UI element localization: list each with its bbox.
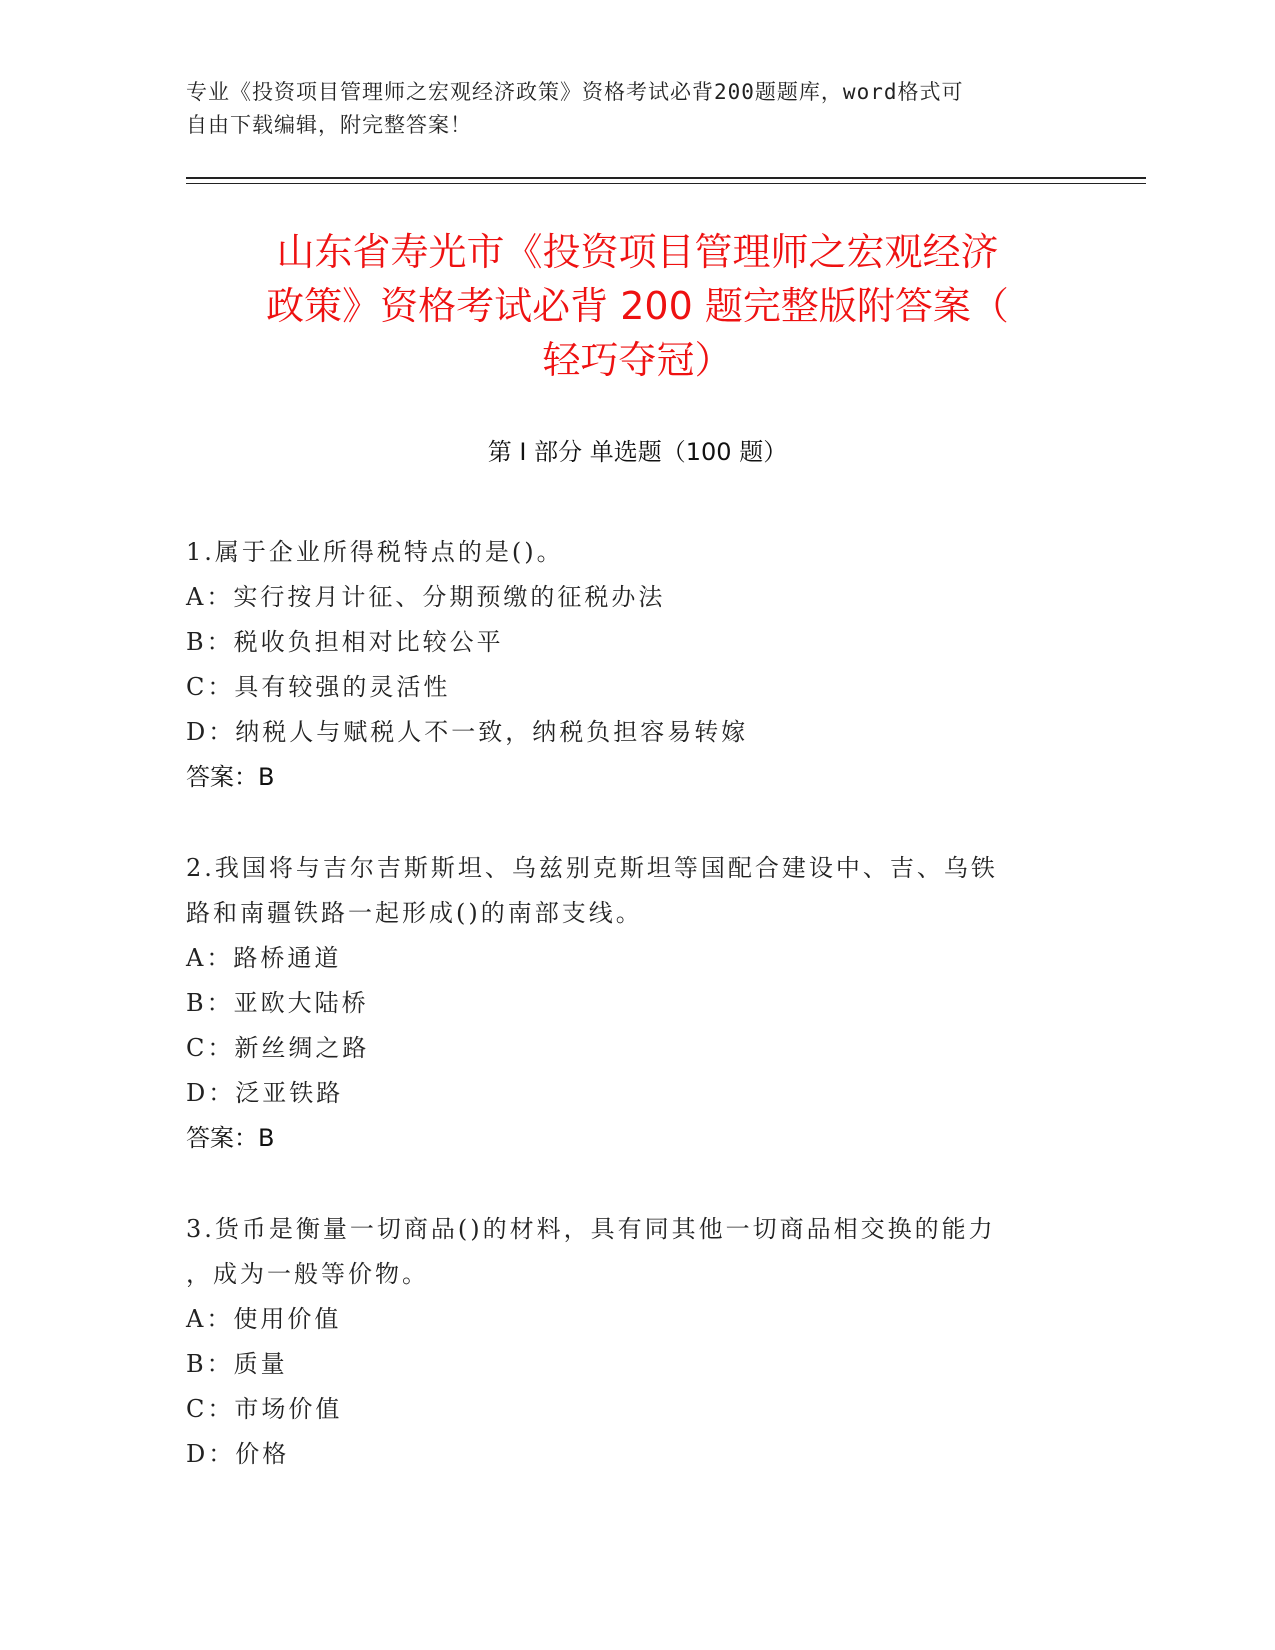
document-title-line: 山东省寿光市《投资项目管理师之宏观经济	[276, 230, 999, 274]
option-a: A：路桥通道	[186, 944, 342, 972]
question-stem-line: 路和南疆铁路一起形成()的南部支线。	[186, 899, 643, 927]
header-divider-thin	[186, 183, 1146, 184]
option-d: D：泛亚铁路	[186, 1079, 344, 1107]
header-note	[186, 76, 1066, 142]
question-list	[186, 530, 1056, 1523]
option-c: C：市场价值	[186, 1395, 343, 1423]
option-c: C：新丝绸之路	[186, 1034, 370, 1062]
question-stem-line: ，成为一般等价物。	[186, 1260, 429, 1288]
option-d: D：价格	[186, 1440, 290, 1468]
option-a: A：使用价值	[186, 1305, 342, 1333]
header-note-line: 专业《投资项目管理师之宏观经济政策》资格考试必背200题题库，word格式可	[186, 80, 964, 104]
question-3	[186, 1207, 1056, 1477]
option-d: D：纳税人与赋税人不一致，纳税负担容易转嫁	[186, 718, 749, 746]
option-b: B：亚欧大陆桥	[186, 989, 369, 1017]
question-2	[186, 846, 1056, 1161]
option-c: C：具有较强的灵活性	[186, 673, 451, 701]
answer: 答案：B	[186, 1124, 275, 1152]
question-stem-line: 3.货币是衡量一切商品()的材料，具有同其他一切商品相交换的能力	[186, 1215, 996, 1243]
document-title-line: 政策》资格考试必背 200 题完整版附答案（	[266, 284, 1009, 328]
header-note-line: 自由下载编辑，附完整答案！	[186, 113, 472, 137]
question-1	[186, 530, 1056, 800]
question-stem-line: 2.我国将与吉尔吉斯斯坦、乌兹别克斯坦等国配合建设中、吉、乌铁	[186, 854, 998, 882]
question-stem	[186, 530, 1056, 575]
question-stem	[186, 846, 1056, 936]
header-divider-thick	[186, 177, 1146, 179]
question-stem	[186, 1207, 1056, 1297]
option-b: B：税收负担相对比较公平	[186, 628, 504, 656]
section-title: 第 I 部分 单选题（100 题）	[487, 438, 788, 466]
option-b: B：质量	[186, 1350, 288, 1378]
question-stem-line: 1.属于企业所得税特点的是()。	[186, 538, 564, 566]
document-title-line: 轻巧夺冠）	[542, 338, 733, 382]
option-a: A：实行按月计征、分期预缴的征税办法	[186, 583, 666, 611]
answer: 答案：B	[186, 763, 275, 791]
document-title	[186, 225, 1089, 387]
